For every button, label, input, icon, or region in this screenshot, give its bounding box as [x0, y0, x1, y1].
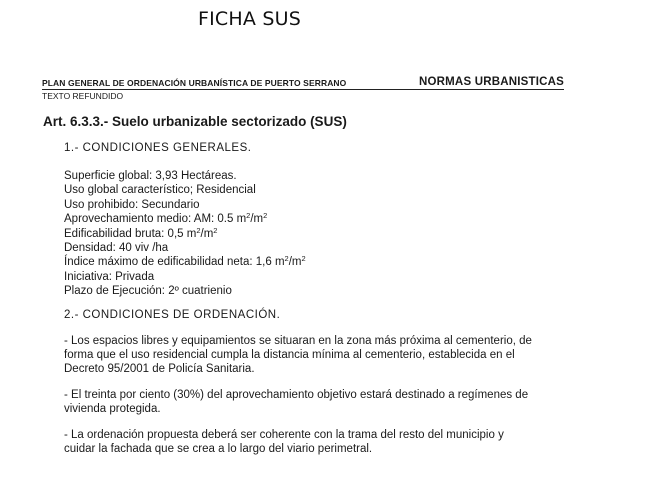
- normas-title: NORMAS URBANISTICAS: [419, 76, 564, 88]
- condition-item: Superficie global: 3,93 Hectáreas.: [64, 170, 237, 182]
- condition-item: Índice máximo de edificabilidad neta: 1,6 $m^2/m^2$: [64, 254, 306, 269]
- section-heading-ordering-conditions: 2.- CONDICIONES DE ORDENACIÓN.: [64, 308, 281, 321]
- condition-item: Iniciativa: Privada: [64, 270, 155, 283]
- condition-item: Uso global característico; Residencial: [64, 184, 256, 197]
- paragraph-open-spaces: - Los espacios libres y equipamientos se situaran en la zona más próxima al cementerio, de forma que el uso residencial cumpla la distancia mínima al cementerio, establecida en el Decreto 95/2001 de Policía Sanitaria.: [64, 334, 532, 376]
- plan-title: PLAN GENERAL DE ORDENACIÓN URBANÍSTICA DE PUERTO SERRANO: [42, 78, 347, 88]
- general-conditions-list: [64, 169, 564, 299]
- document-page: [42, 76, 564, 457]
- slide-title: FICHA SUS: [198, 8, 301, 30]
- document-header: [42, 76, 564, 90]
- texto-refundido-label: TEXTO REFUNDIDO: [42, 91, 124, 101]
- condition-item: Edificabilidad bruta: 0,5 $m^2/m^2$: [64, 225, 218, 240]
- condition-item: Uso prohibido: Secundario: [64, 198, 200, 211]
- condition-item: Aprovechamiento medio: AM: 0.5 $m^2/m^2$: [64, 211, 268, 226]
- paragraph-protected-housing: - El treinta por ciento (30%) del aprovechamiento objetivo estará destinado a regímenes de vivienda protegida.: [64, 388, 529, 416]
- article-title: Art. 6.3.3.- Suelo urbanizable sectorizado (SUS): [43, 114, 347, 129]
- section-heading-general-conditions: 1.- CONDICIONES GENERALES.: [64, 142, 252, 154]
- condition-item: Densidad: 40 viv /ha: [64, 242, 169, 255]
- condition-item: Plazo de Ejecución: 2º cuatrienio: [64, 285, 232, 298]
- paragraph-urban-fabric: - La ordenación propuesta deberá ser coherente con la trama del resto del municipio y cuidar la fachada que se crea a lo largo del viario perimetral.: [64, 428, 504, 456]
